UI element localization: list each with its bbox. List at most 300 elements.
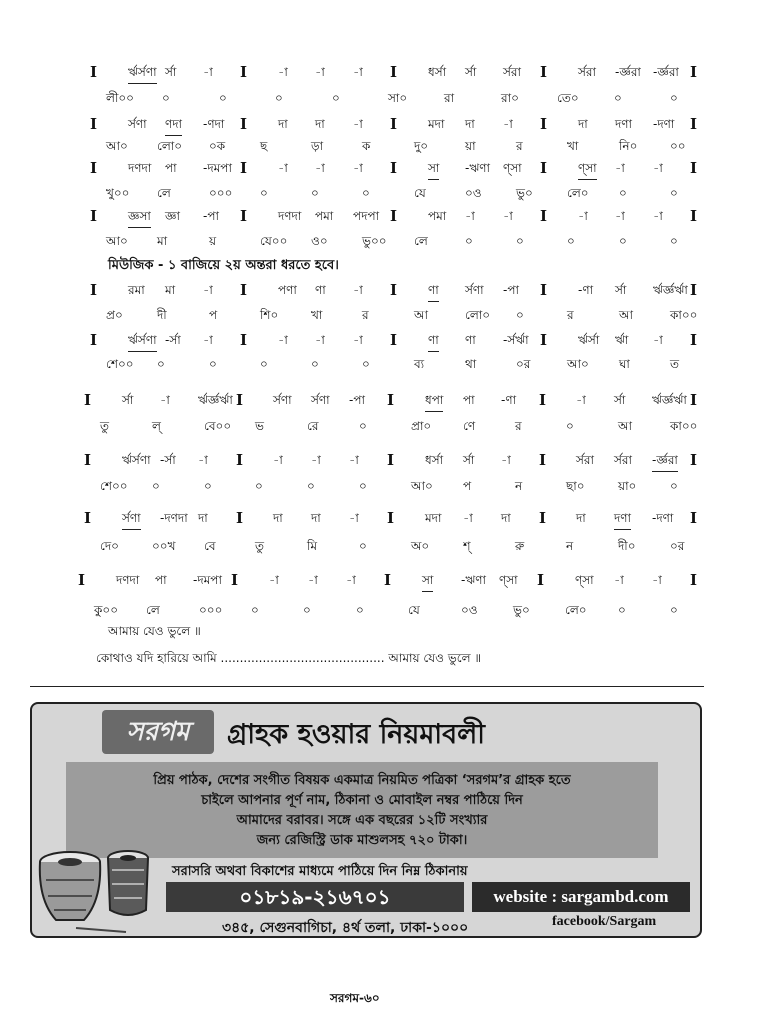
swara-note: -া: [349, 453, 359, 467]
swara-note: দণদা: [128, 161, 152, 175]
bar-line: I: [84, 391, 92, 409]
swara-note: র্ঋর্সণা: [122, 453, 151, 467]
bar-line: I: [240, 63, 248, 81]
swara-note: -পা: [349, 393, 365, 407]
lyric-syllable: লে০: [567, 186, 589, 200]
swara-note: -া: [353, 283, 363, 297]
swara-note: সা: [422, 570, 433, 592]
lyric-syllable: র: [515, 419, 522, 433]
bar-line: I: [539, 391, 547, 409]
swara-note: দা: [278, 117, 288, 131]
swara-note: দা: [273, 511, 283, 525]
swara-note: পমা: [315, 209, 334, 223]
swara-note: -র্জ্ঞরা: [615, 65, 641, 79]
swara-note: দণা: [615, 117, 633, 131]
swara-note: মদা: [425, 511, 442, 525]
swara-note: পা: [155, 573, 167, 587]
swara-note: দা: [311, 511, 321, 525]
swara-note: -দমপা: [203, 161, 232, 175]
swara-note: -া: [353, 65, 363, 79]
lyric-syllable: ছ: [260, 139, 268, 153]
swara-note: -ণদা: [203, 117, 225, 131]
lyric-syllable: খা: [567, 139, 579, 153]
swara-note: জ্ঞসা: [128, 206, 151, 228]
swara-note: র্সরা: [503, 65, 522, 79]
lyric-syllable: কা০০: [670, 419, 698, 433]
swara-note: র্ঋর্সণা: [128, 62, 157, 84]
swara-note: -া: [203, 65, 213, 79]
lyric-syllable: মি: [307, 539, 318, 553]
swara-note: দা: [315, 117, 325, 131]
lyric-syllable: কা০০: [670, 308, 698, 322]
bar-line: I: [690, 331, 698, 349]
swara-note: র্সা: [614, 393, 626, 407]
lyric-syllable: য়: [209, 234, 217, 248]
lyric-syllable: ড়া: [311, 139, 324, 153]
swara-note: -া: [308, 573, 318, 587]
lyric-syllable: ০: [356, 603, 364, 617]
lyric-syllable: আ০: [567, 357, 589, 371]
lyric-syllable: য়া০: [618, 479, 637, 493]
lyric-syllable: ০: [204, 479, 212, 493]
bar-line: I: [690, 509, 698, 527]
lyric-syllable: ০ক: [209, 139, 226, 153]
bar-line: I: [231, 571, 239, 589]
swara-note: -া: [346, 573, 356, 587]
closing-line-1: আমায় যেও ভুলে ॥: [108, 624, 201, 638]
swara-note: মদা: [428, 117, 445, 131]
page-number: সরগম-৬০: [330, 991, 380, 1005]
bar-line: I: [540, 63, 548, 81]
swara-note: পদপা: [353, 209, 380, 223]
lyric-syllable: আ: [618, 419, 632, 433]
bar-line: I: [90, 63, 98, 81]
lyric-syllable: ০: [619, 186, 627, 200]
note-line: আমাদের বরাবর। সঙ্গে এক বছরের ১২টি সংখ্যার: [236, 813, 488, 828]
swara-note: -দণা: [652, 511, 674, 525]
swara-note: -র্সর্ঋা: [503, 333, 529, 347]
swara-note: র্ঋর্সা: [578, 333, 600, 347]
bar-line: I: [90, 281, 98, 299]
bar-line: I: [90, 115, 98, 133]
swara-note: র্সা: [122, 393, 134, 407]
lyric-syllable: রা: [444, 91, 455, 105]
swara-note: ণা: [465, 333, 476, 347]
lyric-syllable: তু: [100, 419, 110, 433]
lyric-syllable: শে০০: [106, 357, 134, 371]
bar-line: I: [540, 159, 548, 177]
swara-note: -া: [160, 393, 170, 407]
lyric-syllable: ০: [255, 479, 263, 493]
lyric-syllable: যে: [414, 186, 426, 200]
lyric-syllable: ০: [670, 186, 678, 200]
send-instruction: সরাসরি অথবা বিকাশের মাধ্যমে পাঠিয়ে দিন নিম্ন ঠিকানায়: [172, 864, 468, 879]
swara-note: রমা: [128, 283, 145, 297]
bar-line: I: [690, 63, 698, 81]
lyric-syllable: ০: [362, 357, 370, 371]
swara-note: -র্জ্ঞরা: [652, 450, 678, 472]
swara-note: র্সণা: [128, 117, 147, 131]
lyric-syllable: লো০: [465, 308, 491, 322]
swara-note: -া: [278, 333, 288, 347]
website-link[interactable]: website : sargambd.com: [472, 882, 690, 912]
lyric-syllable: ০: [619, 234, 627, 248]
lyric-syllable: ০: [209, 357, 217, 371]
bar-line: I: [540, 115, 548, 133]
lyric-syllable: ০: [275, 91, 283, 105]
lyric-syllable: ০: [311, 186, 319, 200]
lyric-syllable: রু: [515, 539, 525, 553]
bar-line: I: [390, 115, 398, 133]
lyric-syllable: যে: [408, 603, 420, 617]
bar-line: I: [690, 451, 698, 469]
lyric-syllable: শে০০: [100, 479, 128, 493]
bar-line: I: [90, 159, 98, 177]
swara-note: -া: [311, 453, 321, 467]
lyric-syllable: শ্: [463, 539, 471, 553]
lyric-syllable: প: [463, 479, 472, 493]
lyric-syllable: যে০০: [260, 234, 288, 248]
lyric-syllable: মা: [157, 234, 168, 248]
lyric-syllable: ক: [362, 139, 371, 153]
swara-note: -া: [576, 393, 586, 407]
lyric-syllable: আ০: [106, 139, 128, 153]
swara-note: -া: [503, 209, 513, 223]
lyric-syllable: ভ: [255, 419, 264, 433]
lyric-syllable: য়া: [465, 139, 476, 153]
swara-note: ণদা: [165, 114, 182, 136]
swara-note: -পা: [203, 209, 219, 223]
closing-line-2: কোথাও যদি হারিয়ে আমি ........................................... আমায় যেও ভুলে ॥: [96, 651, 482, 665]
swara-note: -া: [278, 65, 288, 79]
note-line: জন্য রেজিস্ট্রি ডাক মাশুলসহ ৭২০ টাকা।: [256, 833, 468, 848]
lyric-syllable: ভু০০: [362, 234, 387, 248]
bar-line: I: [539, 509, 547, 527]
lyric-syllable: দে০: [100, 539, 119, 553]
swara-note: -া: [349, 511, 359, 525]
lyric-syllable: ০: [465, 234, 473, 248]
lyric-syllable: ০: [251, 603, 259, 617]
lyric-syllable: ০: [162, 91, 170, 105]
lyric-syllable: ০: [332, 91, 340, 105]
bar-line: I: [540, 331, 548, 349]
swara-note: র্সরা: [614, 453, 633, 467]
swara-note: ধর্সা: [425, 453, 444, 467]
lyric-syllable: লে০: [565, 603, 587, 617]
lyric-syllable: ০০খ: [152, 539, 176, 553]
bar-line: I: [690, 391, 698, 409]
bar-line: I: [387, 451, 395, 469]
lyric-syllable: বে০০: [204, 419, 232, 433]
lyric-syllable: ০: [307, 479, 315, 493]
bar-line: I: [387, 391, 395, 409]
lyric-syllable: আ০: [106, 234, 128, 248]
bar-line: I: [537, 571, 545, 589]
swara-note: -া: [315, 161, 325, 175]
swara-note: র্সণা: [122, 508, 141, 530]
swara-note: -া: [615, 161, 625, 175]
lyric-syllable: ন: [515, 479, 523, 493]
bar-line: I: [540, 207, 548, 225]
swara-note: র্সরা: [578, 65, 597, 79]
lyric-syllable: ০: [567, 234, 575, 248]
lyric-syllable: রে: [307, 419, 319, 433]
swara-note: -া: [614, 573, 624, 587]
note-line: প্রিয় পাঠক, দেশের সংগীত বিষয়ক একমাত্র নিয়মিত পত্রিকা ‘সরগম’র গ্রাহক হতে: [153, 773, 571, 788]
lyric-syllable: ০র: [516, 357, 531, 371]
bar-line: I: [90, 331, 98, 349]
subscription-title: গ্রাহক হওয়ার নিয়মাবলী: [227, 719, 486, 750]
swara-note: ণা: [428, 280, 439, 302]
lyric-syllable: ০০০: [199, 603, 223, 617]
lyric-syllable: আ০: [411, 479, 433, 493]
bar-line: I: [236, 451, 244, 469]
bar-line: I: [690, 159, 698, 177]
lyric-syllable: লো০: [157, 139, 183, 153]
swara-note: পমা: [428, 209, 447, 223]
sargam-logo: সরগম: [102, 710, 214, 754]
lyric-syllable: ০: [311, 357, 319, 371]
subscription-panel: [30, 702, 702, 938]
lyric-syllable: খু০০: [106, 186, 130, 200]
swara-note: -া: [269, 573, 279, 587]
bar-line: I: [540, 281, 548, 299]
bar-line: I: [240, 281, 248, 299]
swara-note: পণা: [278, 283, 297, 297]
lyric-syllable: ০: [566, 419, 574, 433]
swara-note: র্সণা: [311, 393, 330, 407]
swara-note: -া: [463, 511, 473, 525]
bar-line: I: [690, 571, 698, 589]
swara-note: -পা: [503, 283, 519, 297]
swara-note: -া: [615, 209, 625, 223]
swara-note: ণা: [315, 283, 326, 297]
swara-note: -া: [203, 333, 213, 347]
swara-note: র্সরা: [576, 453, 595, 467]
bar-line: I: [390, 207, 398, 225]
lyric-syllable: ০: [219, 91, 227, 105]
lyric-syllable: ছা০: [566, 479, 585, 493]
bar-line: I: [690, 115, 698, 133]
swara-note: -া: [501, 453, 511, 467]
lyric-syllable: কু০০: [94, 603, 119, 617]
bar-line: I: [384, 571, 392, 589]
bar-line: I: [390, 159, 398, 177]
swara-note: দণদা: [278, 209, 302, 223]
bar-line: I: [84, 509, 92, 527]
lyric-syllable: দী: [157, 308, 167, 322]
lyric-syllable: প্র০: [106, 308, 123, 322]
bar-line: I: [387, 509, 395, 527]
swara-note: -া: [278, 161, 288, 175]
bar-line: I: [539, 451, 547, 469]
lyric-syllable: লে: [414, 234, 428, 248]
swara-note: -া: [465, 209, 475, 223]
lyric-syllable: শি০: [260, 308, 279, 322]
lyric-syllable: তে০: [557, 91, 579, 105]
swara-note: জ্ঞা: [165, 209, 180, 223]
swara-note: র্সা: [465, 65, 477, 79]
lyric-syllable: ঘা: [619, 357, 630, 371]
lyric-syllable: বে: [204, 539, 216, 553]
lyric-syllable: প্রা০: [411, 419, 432, 433]
lyric-syllable: ০: [618, 603, 626, 617]
lyric-syllable: দু০: [414, 139, 429, 153]
lyric-syllable: ০: [670, 603, 678, 617]
lyric-syllable: ০: [516, 308, 524, 322]
swara-note: -া: [353, 161, 363, 175]
lyric-syllable: র: [567, 308, 574, 322]
lyric-syllable: ও০: [311, 234, 328, 248]
bar-line: I: [240, 115, 248, 133]
lyric-syllable: সা০: [388, 91, 408, 105]
swara-note: র্সা: [615, 283, 627, 297]
lyric-syllable: ০: [670, 234, 678, 248]
lyric-syllable: লে: [146, 603, 160, 617]
postal-address: ৩৪৫, সেগুনবাগিচা, ৪র্থ তলা, ঢাকা-১০০০: [222, 920, 469, 936]
swara-note: র্সা: [165, 65, 177, 79]
swara-note: ণ্সা: [578, 158, 597, 180]
lyric-syllable: লে: [157, 186, 171, 200]
lyric-syllable: র: [362, 308, 369, 322]
swara-note: -র্জ্ঞরা: [653, 65, 679, 79]
swara-note: দণা: [614, 508, 631, 530]
lyric-syllable: ভু০: [516, 186, 533, 200]
swara-note: র্সণা: [465, 283, 484, 297]
swara-note: র্ঋর্জ্ঞর্ঋা: [652, 393, 687, 407]
lyric-syllable: ০ও: [461, 603, 478, 617]
lyric-syllable: ০০: [670, 139, 686, 153]
lyric-syllable: লী০০: [106, 91, 134, 105]
swara-note: ণ্সা: [503, 161, 522, 175]
swara-note: -র্সা: [160, 453, 176, 467]
lyric-syllable: ০: [362, 186, 370, 200]
bar-line: I: [78, 571, 86, 589]
swara-note: দা: [576, 511, 586, 525]
swara-note: -া: [353, 117, 363, 131]
swara-note: র্সণা: [273, 393, 292, 407]
swara-note: পা: [463, 393, 475, 407]
lyric-syllable: ০: [359, 479, 367, 493]
swara-note: র্সা: [463, 453, 475, 467]
lyric-syllable: ০: [303, 603, 311, 617]
swara-note: -া: [653, 333, 663, 347]
swara-note: মা: [165, 283, 176, 297]
lyric-syllable: ০: [260, 357, 268, 371]
lyric-syllable: থা: [465, 357, 477, 371]
swara-note: ধর্সা: [428, 65, 447, 79]
swara-note: -া: [578, 209, 588, 223]
lyric-syllable: আ: [619, 308, 633, 322]
lyric-syllable: ০: [670, 91, 678, 105]
swara-note: -া: [653, 209, 663, 223]
swara-note: -া: [315, 65, 325, 79]
swara-note: -া: [652, 573, 662, 587]
swara-note: -দণদা: [160, 511, 188, 525]
lyric-syllable: ০: [152, 479, 160, 493]
bar-line: I: [236, 391, 244, 409]
swara-note: -দমপা: [193, 573, 222, 587]
swara-note: -া: [503, 117, 513, 131]
swara-note: -র্সা: [165, 333, 181, 347]
bar-line: I: [90, 207, 98, 225]
lyric-syllable: প: [209, 308, 218, 322]
lyric-syllable: ০০০: [209, 186, 233, 200]
swara-note: দা: [578, 117, 588, 131]
lyric-syllable: আ: [414, 308, 428, 322]
swara-note: পা: [165, 161, 177, 175]
swara-note: -া: [203, 283, 213, 297]
swara-note: -ঋণা: [461, 573, 486, 587]
swara-note: -া: [198, 453, 208, 467]
swara-note: র্ঋর্জ্ঞর্ঋা: [198, 393, 233, 407]
lyric-syllable: ০: [157, 357, 165, 371]
lyric-syllable: ণে: [463, 419, 476, 433]
note-line: চাইলে আপনার পূর্ণ নাম, ঠিকানা ও মোবাইল নম্বর পাঠিয়ে দিন: [201, 793, 523, 808]
lyric-syllable: দী০: [618, 539, 636, 553]
interlude-instruction: মিউজিক - ১ বাজিয়ে ২য় অন্তরা ধরতে হবে।: [108, 258, 339, 273]
swara-note: -দণা: [653, 117, 675, 131]
swara-note: সা: [428, 158, 439, 180]
swara-note: দণদা: [116, 573, 140, 587]
bar-line: I: [690, 207, 698, 225]
facebook-link[interactable]: facebook/Sargam: [552, 914, 657, 929]
bar-line: I: [240, 159, 248, 177]
lyric-syllable: ল্: [152, 419, 161, 433]
lyric-syllable: অ০: [411, 539, 430, 553]
swara-note: দা: [198, 511, 208, 525]
bar-line: I: [84, 451, 92, 469]
swara-note: ণ্সা: [575, 573, 594, 587]
swara-note: র্ঋা: [615, 333, 629, 347]
lyric-syllable: ব্য: [414, 357, 425, 371]
lyric-syllable: ০: [260, 186, 268, 200]
lyric-syllable: র: [516, 139, 523, 153]
swara-note: ধপা: [425, 390, 443, 412]
swara-note: -া: [315, 333, 325, 347]
swara-note: -ণা: [578, 283, 594, 297]
bar-line: I: [236, 509, 244, 527]
lyric-syllable: খা: [311, 308, 323, 322]
bar-line: I: [390, 63, 398, 81]
bar-line: I: [690, 281, 698, 299]
bar-line: I: [240, 207, 248, 225]
lyric-syllable: ০: [516, 234, 524, 248]
phone-number[interactable]: ০১৮১৯-২১৬৭০১: [166, 882, 464, 912]
swara-note: -ণা: [501, 393, 517, 407]
lyric-syllable: তু: [255, 539, 265, 553]
lyric-syllable: ০: [670, 479, 678, 493]
lyric-syllable: ন: [566, 539, 574, 553]
bar-line: I: [390, 281, 398, 299]
lyric-syllable: ০: [614, 91, 622, 105]
section-divider: [30, 686, 704, 687]
swara-note: -া: [353, 333, 363, 347]
swara-note: -ঋণা: [465, 161, 490, 175]
lyric-syllable: ০: [359, 539, 367, 553]
swara-note: -া: [273, 453, 283, 467]
lyric-syllable: ত: [670, 357, 680, 371]
swara-note: ণা: [428, 330, 439, 352]
swara-note: দা: [501, 511, 511, 525]
bar-line: I: [390, 331, 398, 349]
swara-note: দা: [465, 117, 475, 131]
lyric-syllable: ০র: [670, 539, 685, 553]
bar-line: I: [240, 331, 248, 349]
lyric-syllable: ০ও: [465, 186, 482, 200]
tabla-drums-icon: [36, 840, 161, 936]
swara-note: র্ঋর্সণা: [128, 330, 157, 352]
